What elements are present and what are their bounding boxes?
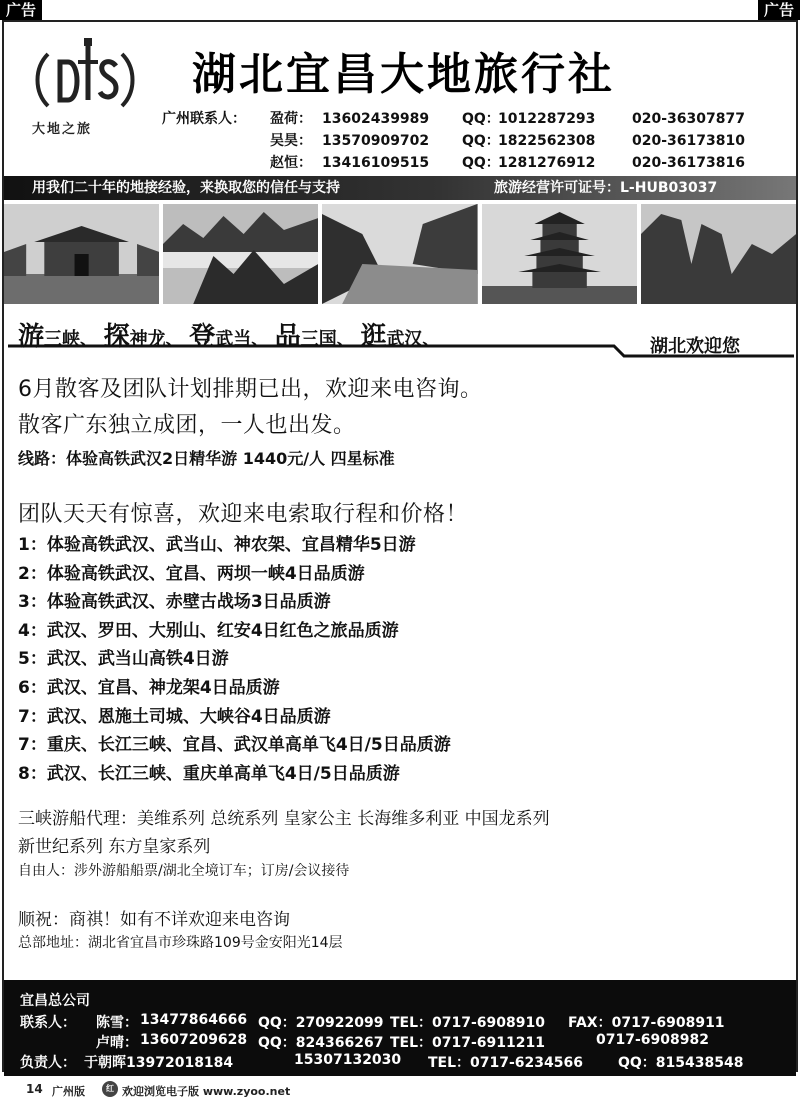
contacts-label-spacer xyxy=(162,152,270,174)
company-logo xyxy=(26,32,144,132)
slogan-banner xyxy=(4,176,796,200)
publisher-icon: 红 xyxy=(102,1081,118,1097)
cruise-agent-line-1: 三峡游船代理：美维系列 总统系列 皇家公主 长海维多利亚 中国龙系列 xyxy=(18,809,550,829)
edition-label: 广州版 xyxy=(52,1085,85,1098)
footer-phone: 13477864666 xyxy=(140,1012,248,1028)
slogan-place: 神龙、 xyxy=(129,329,184,350)
contact-name: 吴昊： xyxy=(270,133,312,149)
footer-label-spacer xyxy=(20,1032,96,1052)
contact-row xyxy=(162,130,745,152)
footer-row xyxy=(20,1052,743,1072)
contact-tel: 020-36173816 xyxy=(632,155,745,171)
slogan-text xyxy=(18,316,440,353)
contact-qq: 1012287293 xyxy=(498,111,596,127)
announce-line-1: 6月散客及团队计划排期已出，欢迎来电咨询。 xyxy=(18,377,483,402)
slogan-verb: 游 xyxy=(18,322,45,352)
footer-name: 于朝晖13972018184 xyxy=(84,1055,234,1071)
route-item: 8：武汉、长江三峡、重庆单高单飞4日/5日品质游 xyxy=(18,763,400,784)
footer-qq: QQ：815438548 xyxy=(618,1055,744,1071)
route-item: 7：重庆、长江三峡、宜昌、武汉单高单飞4日/5日品质游 xyxy=(18,735,451,756)
photo-palace xyxy=(4,204,159,304)
website-link[interactable]: 欢迎浏览电子版 www.zyoo.net xyxy=(122,1085,291,1098)
guangzhou-contacts xyxy=(162,108,745,174)
route-item: 5：武汉、武当山高铁4日游 xyxy=(18,649,229,670)
footer-phone: 13607209628 xyxy=(140,1032,248,1048)
footer-name: 卢晴： xyxy=(96,1035,138,1051)
contact-row xyxy=(162,152,745,174)
contact-name: 盈荷： xyxy=(270,111,312,127)
slogan-place: 武当、 xyxy=(215,329,270,350)
closing-wish: 顺祝：商祺！如有不详欢迎来电咨询 xyxy=(18,910,290,930)
banner-license: 旅游经营许可证号：L-HUB03037 xyxy=(494,180,718,196)
hq-address: 总部地址：湖北省宜昌市珍珠路109号金安阳光14层 xyxy=(18,935,343,951)
ad-tag-right: 广告 xyxy=(758,0,800,20)
contact-phone: 13570909702 xyxy=(322,133,430,149)
logo-caption: 大地之旅 xyxy=(32,122,93,137)
footer-tel-2: 0717-6908982 xyxy=(596,1032,709,1048)
footer-qq: QQ：824366267 xyxy=(258,1035,384,1051)
footer-phone: 15307132030 xyxy=(294,1052,402,1068)
welcome-text: 湖北欢迎您 xyxy=(650,336,740,357)
contacts-label: 广州联系人： xyxy=(162,111,246,127)
photo-mountain-clouds xyxy=(163,204,318,304)
route-item: 1：体验高铁武汉、武当山、神农架、宜昌精华5日游 xyxy=(18,535,416,555)
route-item: 4：武汉、罗田、大别山、红安4日红色之旅品质游 xyxy=(18,620,399,641)
footer-fax: FAX：0717-6908911 xyxy=(568,1015,725,1031)
slogan-verb: 品 xyxy=(274,322,301,352)
footer-row xyxy=(20,1012,725,1032)
announce-line-2: 散客广东独立成团，一人也出发。 xyxy=(18,413,356,438)
travel-slogan xyxy=(4,312,796,362)
contacts-label-spacer xyxy=(162,130,270,152)
footer-title: 宜昌总公司 xyxy=(20,993,90,1009)
slogan-place: 三国、 xyxy=(300,329,355,350)
slogan-verb: 登 xyxy=(189,322,216,352)
qq-label: QQ： xyxy=(462,155,500,171)
qq-label: QQ： xyxy=(462,111,500,127)
photo-cliffs xyxy=(641,204,796,304)
contact-qq: 1822562308 xyxy=(498,133,596,149)
photo-strip xyxy=(4,204,796,304)
cruise-agent-line-2: 新世纪系列 东方皇家系列 xyxy=(18,837,211,857)
banner-slogan: 用我们二十年的地接经验，来换取您的信任与支持 xyxy=(32,180,340,196)
slogan-place: 武汉、 xyxy=(386,329,441,350)
ad-tag-left: 广告 xyxy=(0,0,42,20)
contact-qq: 1281276912 xyxy=(498,155,596,171)
slogan-verb: 逛 xyxy=(360,322,387,352)
footer-tel: TEL：0717-6908910 xyxy=(390,1015,545,1031)
route-item: 7：武汉、恩施土司城、大峡谷4日品质游 xyxy=(18,706,331,727)
photo-gorge xyxy=(322,204,477,304)
qq-label: QQ： xyxy=(462,133,500,149)
contact-tel: 020-36307877 xyxy=(632,111,745,127)
footer-tel: TEL：0717-6234566 xyxy=(428,1055,583,1071)
route-item: 3：体验高铁武汉、赤壁古战场3日品质游 xyxy=(18,592,331,613)
footer-label: 负责人： xyxy=(20,1055,76,1071)
photo-tower xyxy=(482,204,637,304)
contact-name: 赵恒： xyxy=(270,155,312,171)
contact-phone: 13416109515 xyxy=(322,155,430,171)
slogan-place: 三峡、 xyxy=(44,329,99,350)
footer-row xyxy=(20,1032,709,1052)
team-heading: 团队天天有惊喜，欢迎来电索取行程和价格！ xyxy=(18,502,469,527)
featured-route: 线路：体验高铁武汉2日精华游 1440元/人 四星标准 xyxy=(18,449,395,468)
contact-phone: 13602439989 xyxy=(322,111,430,127)
footer-qq: QQ：270922099 xyxy=(258,1015,384,1031)
route-list xyxy=(18,531,451,788)
contact-tel: 020-36173810 xyxy=(632,133,745,149)
page-footer xyxy=(0,1078,800,1100)
yichang-contact-footer xyxy=(4,980,796,1076)
company-name: 湖北宜昌大地旅行社 xyxy=(192,49,615,100)
page-number: 14 xyxy=(26,1082,43,1096)
freedom-services: 自由人：涉外游船船票/湖北全境订车；订房/会议接待 xyxy=(18,863,350,879)
slogan-verb: 探 xyxy=(103,322,130,352)
footer-tel: TEL：0717-6911211 xyxy=(390,1035,545,1051)
route-item: 2：体验高铁武汉、宜昌、两坝一峡4日品质游 xyxy=(18,563,365,584)
footer-label: 联系人： xyxy=(20,1015,76,1031)
contact-row xyxy=(162,108,745,130)
footer-name: 陈雪： xyxy=(96,1015,138,1031)
route-item: 6：武汉、宜昌、神龙架4日品质游 xyxy=(18,677,280,698)
